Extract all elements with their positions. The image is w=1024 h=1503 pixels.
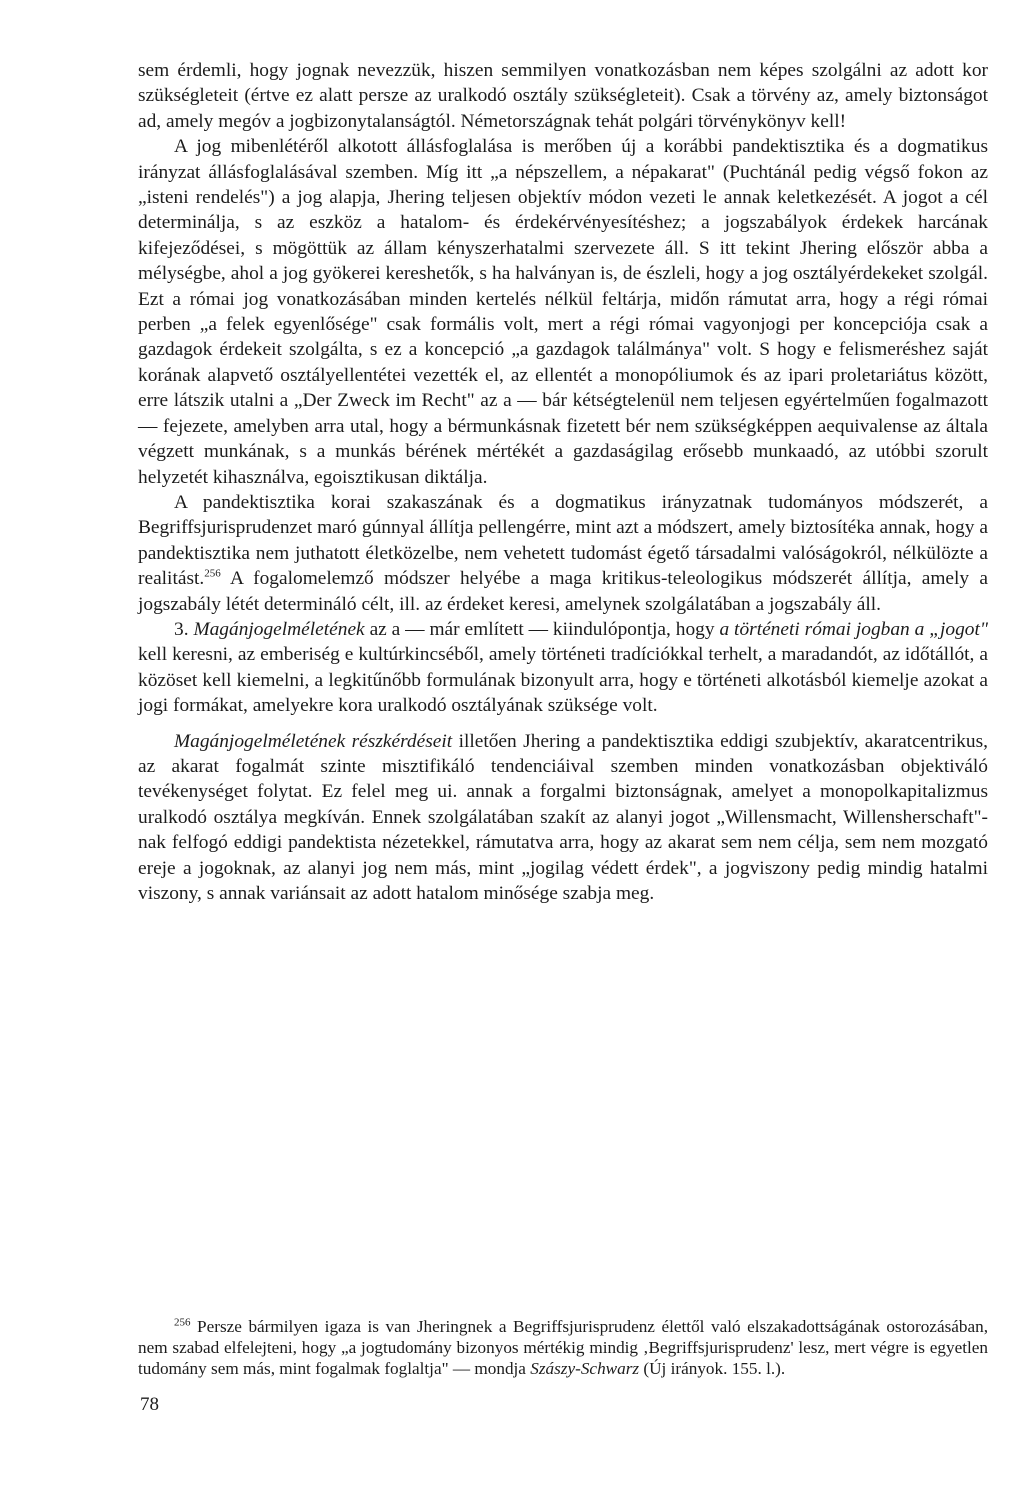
footnote-text-b: (Új irányok. 155. l.). (639, 1359, 786, 1378)
paragraph-4 (138, 617, 988, 719)
paragraph-3-text-b: A fogalomelemző módszer helyébe a maga kritikus-teleologikus módszerét állítja, amely a jogszabály létét determináló célt, ill. az érdeket keresi, amelynek szolgálatában a jogszabály áll. (138, 568, 988, 615)
footnote (138, 1316, 988, 1379)
paragraph-5 (138, 729, 988, 907)
footnote-number: 256 (174, 1316, 191, 1329)
paragraph-5-text: illetően Jhering a pandektisztika eddigi szubjektív, akaratcentrikus, az akarat fogalmát szinte misztifikáló tendenciáival szemben minden vonatkozásban objektiváló tevékenységet folytat. Ez felel meg ui. annak a forgalmi biztonságnak, amelyet a monopolkapitalizmus uralkodó osztálya megkíván. Ennek szolgálatában szakít az alanyi jogot „Willensmacht, Willensherschaft"-nak felfogó eddigi pandektista nézetekkel, rámutatva arra, hogy az akarat sem nem célja, sem nem mozgató ereje a jogoknak, az alanyi jog nem más, mint „jogilag védett érdek", a jogviszony pedig mindig hatalmi viszony, s annak variánsait az adott hatalom minősége szabja meg. (138, 730, 988, 904)
footnote-author: Szászy-Schwarz (530, 1359, 640, 1378)
paragraph-1: sem érdemli, hogy jognak nevezzük, hiszen semmilyen vonatkozásban nem képes szolgálni az adott kor szükségleteit (értve ez alatt persze az uralkodó osztály szükségleteit). Csak a törvény az, amely biztonságot ad, amely megóv a jogbizonytalanságtól. Németországnak tehát polgári törvénykönyv kell! (138, 60, 988, 132)
paragraph-3-text-a: A pandektisztika korai szakaszának és a dogmatikus irányzatnak tudományos módszerét, a Begriffsjurisprudenzet maró gúnnyal állítja pellengérre, mint azt a módszert, amely biztosítéka annak, hogy a pandektisztika nem juthatott életközelbe, nem vehetett tudomást égető társadalmi valóságokról, nélkülözte a realitást. (138, 491, 988, 590)
paragraph-2: A jog mibenlétéről alkotott állásfoglalása is merőben új a korábbi pandektisztika és a dogmatikus irányzat állásfoglalásával szemben. Míg itt „a népszellem, a népakarat" (Puchtánál pedig végső fokon az „isteni rendelés") a jog alapja, Jhering teljesen objektív módon vezeti le annak keletkezését. A jogot a cél determinálja, s az eszköz a hatalom- és érdekérvényesítéshez; a jogszabályok érdekek harcának kifejeződései, s mögöttük az állam kényszerhatalmi szervezete áll. S itt tekint Jhering először abba a mélységbe, ahol a jog gyökerei kereshetők, s ha halványan is, de észleli, hogy a jog osztályérdekeket szolgál. Ezt a római jog vonatkozásában minden kertelés nélkül feltárja, midőn rámutat arra, hogy a régi római perben „a felek egyenlősége" csak formális volt, mert a régi római vagyonjogi per koncepciója csak a gazdagok érdekeit szolgálta, s ez a koncepció „a gazdagok találmánya" volt. S hogy e felismeréshez saját korának alapvető osztályellentétei vezették el, az ellentét a monopóliumok és az ipari proletariátus között, erre látszik utalni a „Der Zweck im Recht" az a — bár kétségtelenül nem teljesen egyértelműen fogalmazott — fejezete, amelyben arra utal, hogy a bérmunkásnak fizetett bér nem szükségképpen aequivalense az általa végzett munkának, s a munkás bérének mértékét a gazdaságilag erősebb munkaadó, az utóbbi szorult helyzetét kihasználva, egoisztikusan diktálja. (138, 136, 988, 488)
footnote-text-a: Persze bármilyen igaza is van Jheringnek a Begriffsjurisprudenz élettől való elszakadottságának ostorozásában, nem szabad elfelejteni, hogy „a jogtudomány bizonyos mértékig mindig ‚Begriffsjurisprudenz' lesz, mert végre is egyetlen tudomány sem más, mint fogalmak foglaltja" — mondja (138, 1317, 988, 1378)
emphasis-magan-jogelmelet: Magánjogelméletének (193, 618, 365, 640)
paragraph-3 (138, 490, 988, 617)
page-number: 78 (140, 1394, 159, 1415)
paragraph-4-text-1: az a — már említett — kiindulópontja, hogy (364, 618, 720, 640)
emphasis-reszkerdesek: Magánjogelméletének részkérdéseit (174, 730, 453, 752)
page-body (138, 58, 988, 906)
footnote-ref-256[interactable]: 256 (204, 567, 221, 580)
paragraph-4-text-2: kell keresni, az emberiség e kultúrkincséből, amely történeti tradíciókkal terhelt, a maradandót, az időtállót, a közöset kell kiemelni, a legkitűnőbb formulának bizonyult arra, hogy e történeti alkotásból kiemelje azokat a jogi formákat, amelyekre kora uralkodó osztályának szüksége volt. (138, 644, 988, 717)
section-number: 3. (174, 618, 194, 640)
emphasis-torteneti-romai-jog: a történeti római jogban a „jogot" (719, 618, 989, 640)
